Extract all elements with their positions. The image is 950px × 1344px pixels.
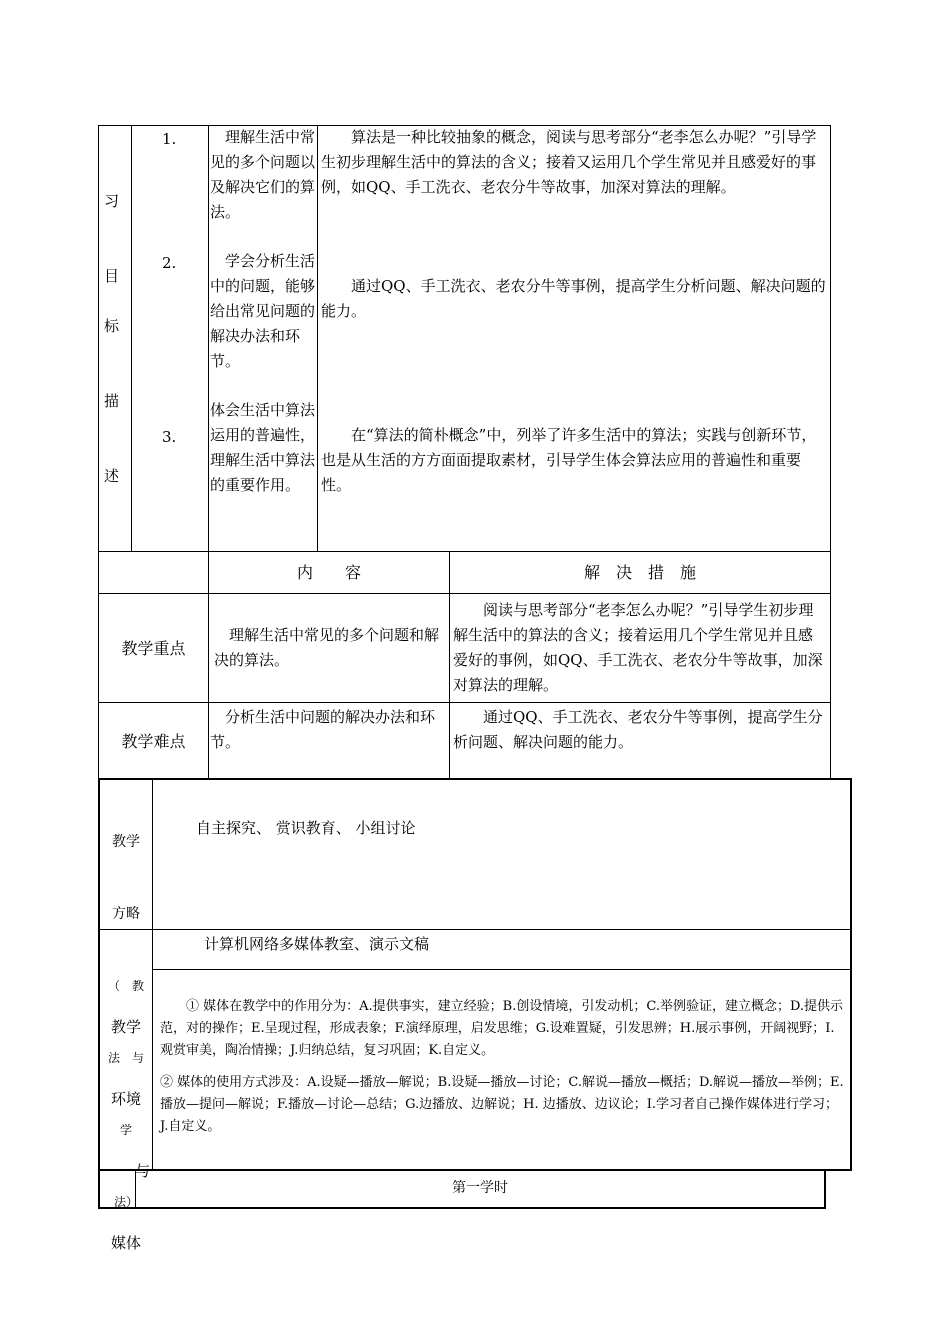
objective-number: 1. — [162, 130, 177, 148]
environment-label — [102, 967, 150, 1279]
objective-number: 3. — [162, 428, 177, 446]
rule — [317, 125, 318, 552]
objective-goal: 理解生活中常见的多个问题以及解决它们的算法。 — [210, 128, 316, 221]
media-role-note: ① 媒体在教学中的作用分为：A.提供事实，建立经验；B.创设情境，引发动机；C.举例验证，建立概念；D.提供示范，对的操作；E.呈现过程，形成表象；F.演绎原理，启发思维；G.设难置疑，引发思辨；H.展示事例，开阔视野；I.观赏审美，陶冶情操；J.归纳总结，复习巩固；K.自定义。 — [160, 999, 844, 1058]
objectives-side-char: 目 — [104, 267, 120, 285]
rule — [98, 778, 100, 1209]
environment-label-line: 媒体 — [110, 1234, 141, 1252]
strategy-content: 自主探究、 赏识教育、 小组讨论 — [196, 819, 416, 837]
objective-description: 算法是一种比较抽象的概念，阅读与思考部分“老李怎么办呢？”引导学生初步理解生活中的算法的含义；接着又运用几个学生常见并且感爱好的事例，如QQ、手工洗衣、老农分牛等故事，加深对算法的理解。 — [321, 128, 817, 196]
strategy-label-line: 学 — [119, 1123, 132, 1137]
objective-goal: 学会分析生活中的问题，能够给出常见问题的解决办法和环节。 — [210, 252, 316, 370]
rule — [131, 125, 132, 552]
strategy-label-line: 法 与 — [107, 1051, 144, 1065]
objective-description: 在“算法的简朴概念”中，列举了许多生活中的算法；实践与创新环节，也是从生活的方方面面提取素材，引导学生体会算法应用的普遍性和重要性。 — [321, 426, 817, 494]
key-point-content: 理解生活中常见的多个问题和解决的算法。 — [214, 626, 440, 669]
objectives-side-char: 述 — [104, 467, 120, 485]
environment-label-line: 环境 — [110, 1090, 141, 1108]
difficult-point-measure: 通过QQ、手工洗衣、老农分牛等事例，提高学生分析问题、解决问题的能力。 — [453, 708, 823, 751]
rule — [449, 551, 450, 779]
environment-label-line: 教学 — [110, 1018, 141, 1036]
strategy-label-line: 方略 — [112, 906, 140, 922]
rule — [98, 929, 852, 930]
rule — [152, 778, 153, 1171]
rule — [824, 1170, 826, 1209]
environment-venue: 计算机网络多媒体教室、演示文稿 — [204, 935, 430, 953]
objectives-side-char: 习 — [104, 192, 120, 210]
rule — [830, 125, 831, 779]
media-usage-note: ② 媒体的使用方式涉及：A.设疑—播放—解说；B.设疑—播放—讨论；C.解说—播放—概括；D.解说—播放—举例；E.播放—提问—解说；F.播放—讨论—总结；G.边播放、边解说；H. 边播放、边议论；I.学习者自己操作媒体进行学习；J.自定义。 — [160, 1075, 844, 1134]
rule — [152, 969, 852, 970]
difficult-point-content: 分析生活中问题的解决办法和环节。 — [210, 708, 436, 751]
rule — [98, 125, 99, 779]
header-measures: 解 决 措 施 — [583, 563, 696, 582]
rule — [850, 778, 852, 1171]
rule — [98, 702, 831, 703]
rule — [208, 125, 209, 779]
objectives-side-char: 标 — [104, 317, 120, 335]
rule — [98, 1169, 852, 1171]
objectives-side-char: 描 — [104, 392, 120, 410]
objective-number: 2. — [162, 254, 177, 272]
lesson-period-label: 第一学时 — [452, 1180, 508, 1196]
header-content: 内 容 — [296, 563, 361, 582]
key-point-measure: 阅读与思考部分“老李怎么办呢？”引导学生初步理解生活中的算法的含义；接着运用几个学生常见并且感爱好的事例，如QQ、手工洗衣、老农分牛等故事，加深对算法的理解。 — [453, 601, 823, 694]
objective-goal: 体会生活中算法运用的普遍性，理解生活中算法的重要作用。 — [210, 401, 316, 494]
rule — [98, 1207, 826, 1209]
key-point-label: 教学重点 — [121, 639, 186, 658]
strategy-label-line: 法） — [113, 1195, 138, 1209]
strategy-label-line: 教学 — [112, 834, 140, 850]
environment-label-line: 与 — [119, 1162, 150, 1180]
rule — [98, 778, 852, 780]
rule — [98, 551, 831, 552]
strategy-label-line: （ 教 — [107, 979, 144, 993]
objective-description: 通过QQ、手工洗衣、老农分牛等事例，提高学生分析问题、解决问题的能力。 — [321, 277, 826, 320]
rule — [98, 593, 831, 594]
difficult-point-label: 教学难点 — [121, 732, 186, 751]
